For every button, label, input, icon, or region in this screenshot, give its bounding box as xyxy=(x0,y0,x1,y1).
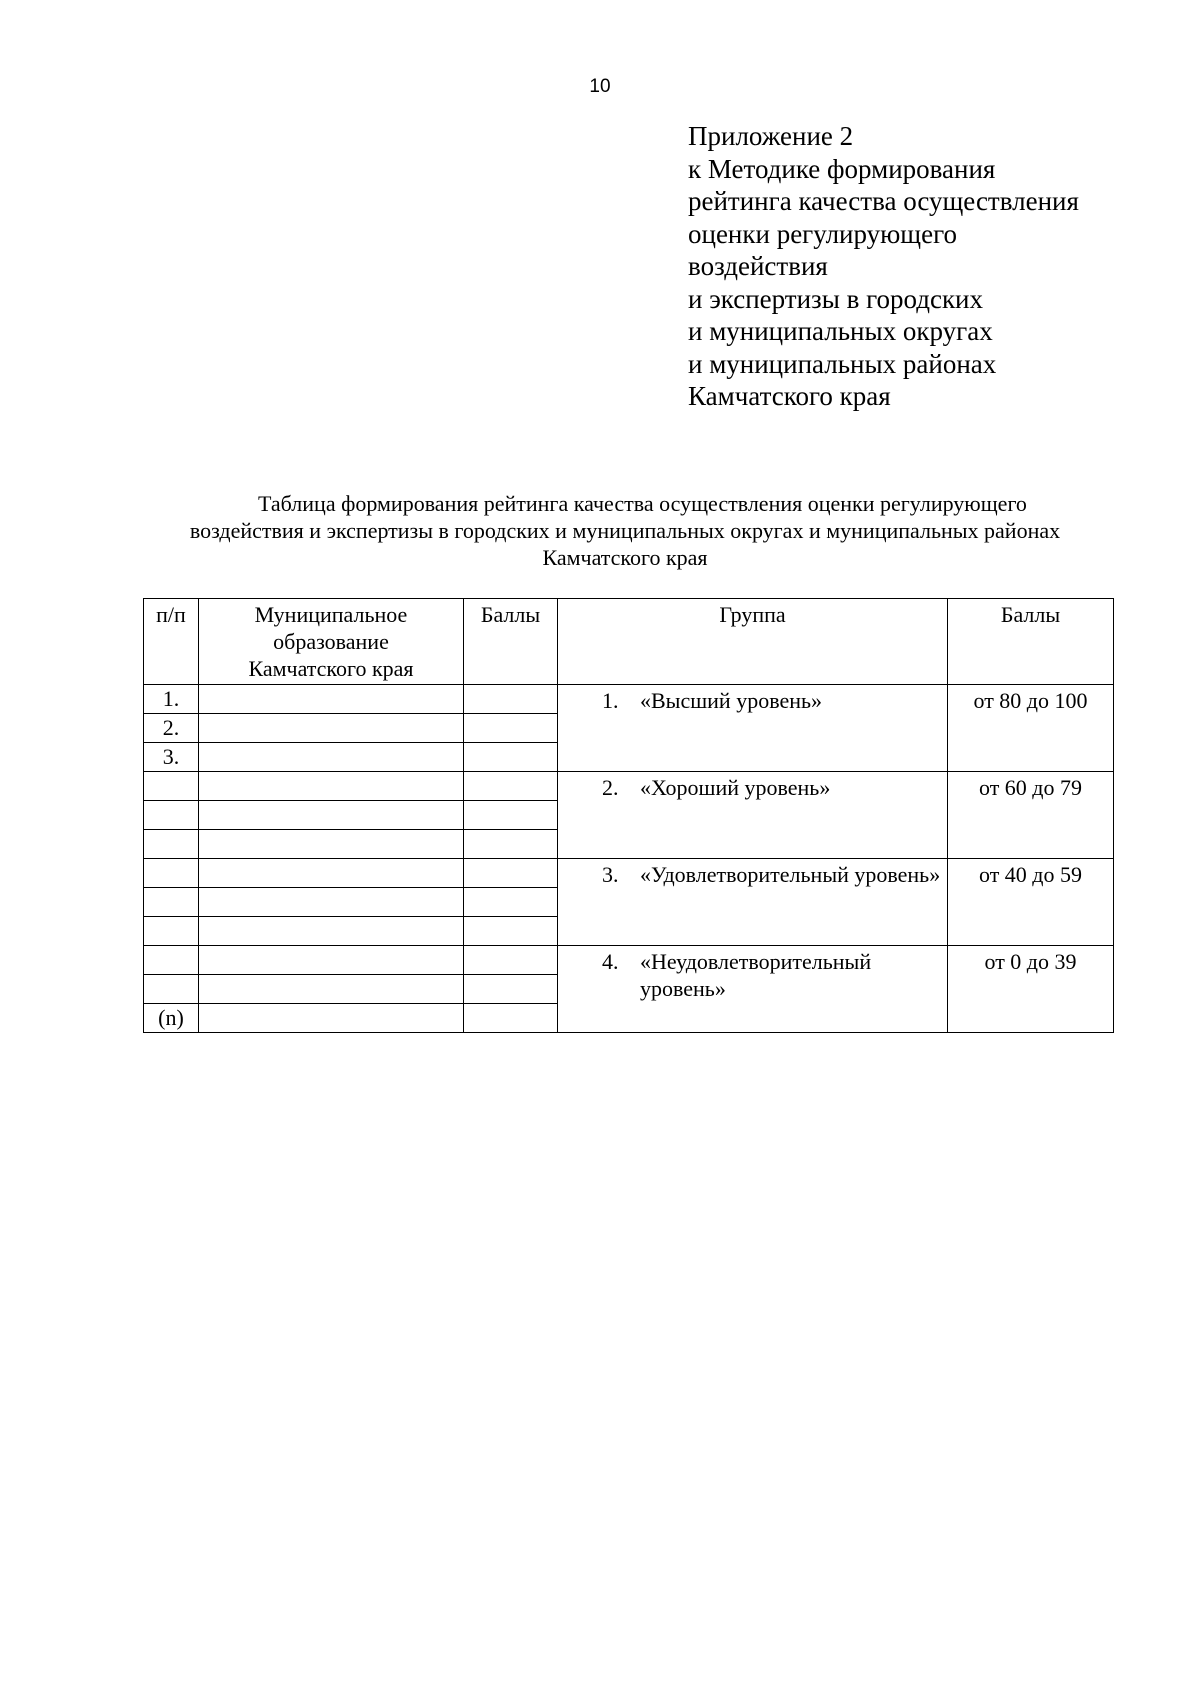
group-name: «Высший уровень» xyxy=(640,688,823,713)
points-cell xyxy=(464,888,558,917)
points-cell xyxy=(464,743,558,772)
header-num: п/п xyxy=(144,599,199,685)
group-range: от 60 до 79 xyxy=(948,772,1114,859)
rating-table xyxy=(143,598,1114,1033)
municipality-cell xyxy=(199,772,464,801)
appendix-line: и экспертизы в городских xyxy=(688,283,984,314)
points-cell xyxy=(464,975,558,1004)
group-range: от 0 до 39 xyxy=(948,946,1114,1033)
appendix-line: Камчатского края xyxy=(688,381,891,411)
points-cell xyxy=(464,946,558,975)
municipality-cell xyxy=(199,975,464,1004)
table-title-line: Таблица формирования рейтинга качества осуществления оценки регулирующего xyxy=(258,491,1027,516)
group-number: 3. xyxy=(602,862,619,887)
municipality-cell xyxy=(199,685,464,714)
municipality-cell xyxy=(199,859,464,888)
municipality-cell xyxy=(199,801,464,830)
appendix-line: к Методике формирования xyxy=(688,153,996,184)
table-row xyxy=(144,859,1114,888)
table-row xyxy=(144,772,1114,801)
group-cell xyxy=(558,772,948,859)
row-number xyxy=(144,888,199,917)
group-cell xyxy=(558,685,948,772)
group-name: «Хороший уровень» xyxy=(640,775,831,800)
points-cell xyxy=(464,830,558,859)
row-number: 3. xyxy=(144,743,199,772)
group-name: «Удовлетворительный уровень» xyxy=(640,862,941,887)
group-name: «Неудовлетворительный уровень» xyxy=(640,949,872,1001)
appendix-line: Приложение 2 xyxy=(688,121,854,151)
group-number: 1. xyxy=(602,688,619,713)
table-title-line: Камчатского края xyxy=(542,545,708,570)
municipality-cell xyxy=(199,743,464,772)
header-municipality xyxy=(199,599,464,685)
table-row xyxy=(144,685,1114,714)
appendix-line: рейтинга качества осуществления xyxy=(688,186,1079,216)
row-number xyxy=(144,801,199,830)
group-number: 2. xyxy=(602,775,619,800)
appendix-line: воздействия xyxy=(688,251,828,281)
table-title xyxy=(140,490,1110,571)
municipality-cell xyxy=(199,830,464,859)
points-cell xyxy=(464,1004,558,1033)
points-cell xyxy=(464,714,558,743)
row-number xyxy=(144,975,199,1004)
group-range: от 80 до 100 xyxy=(948,685,1114,772)
header-municipality-text: Муниципальное образование Камчатского края xyxy=(248,602,414,681)
municipality-cell xyxy=(199,946,464,975)
table-row xyxy=(144,946,1114,975)
appendix-line: и муниципальных округах xyxy=(688,316,993,346)
row-number xyxy=(144,917,199,946)
appendix-block xyxy=(688,120,1079,413)
points-cell xyxy=(464,772,558,801)
page-number: 10 xyxy=(589,76,611,97)
group-range: от 40 до 59 xyxy=(948,859,1114,946)
row-number: (n) xyxy=(144,1004,199,1033)
municipality-cell xyxy=(199,888,464,917)
header-group: Группа xyxy=(558,599,948,685)
row-number xyxy=(144,772,199,801)
table-header-row xyxy=(144,599,1114,685)
row-number: 1. xyxy=(144,685,199,714)
group-number: 4. xyxy=(602,949,619,974)
points-cell xyxy=(464,801,558,830)
municipality-cell xyxy=(199,714,464,743)
points-cell xyxy=(464,859,558,888)
points-cell xyxy=(464,685,558,714)
group-cell xyxy=(558,859,948,946)
header-points: Баллы xyxy=(464,599,558,685)
group-cell xyxy=(558,946,948,1033)
municipality-cell xyxy=(199,1004,464,1033)
row-number: 2. xyxy=(144,714,199,743)
row-number xyxy=(144,859,199,888)
appendix-line: оценки регулирующего xyxy=(688,218,957,249)
table-title-line: воздействия и экспертизы в городских и муниципальных округах и муниципальных районах xyxy=(189,518,1061,543)
points-cell xyxy=(464,917,558,946)
appendix-line: и муниципальных районах xyxy=(688,348,997,379)
row-number xyxy=(144,946,199,975)
municipality-cell xyxy=(199,917,464,946)
header-group-points: Баллы xyxy=(948,599,1114,685)
row-number xyxy=(144,830,199,859)
